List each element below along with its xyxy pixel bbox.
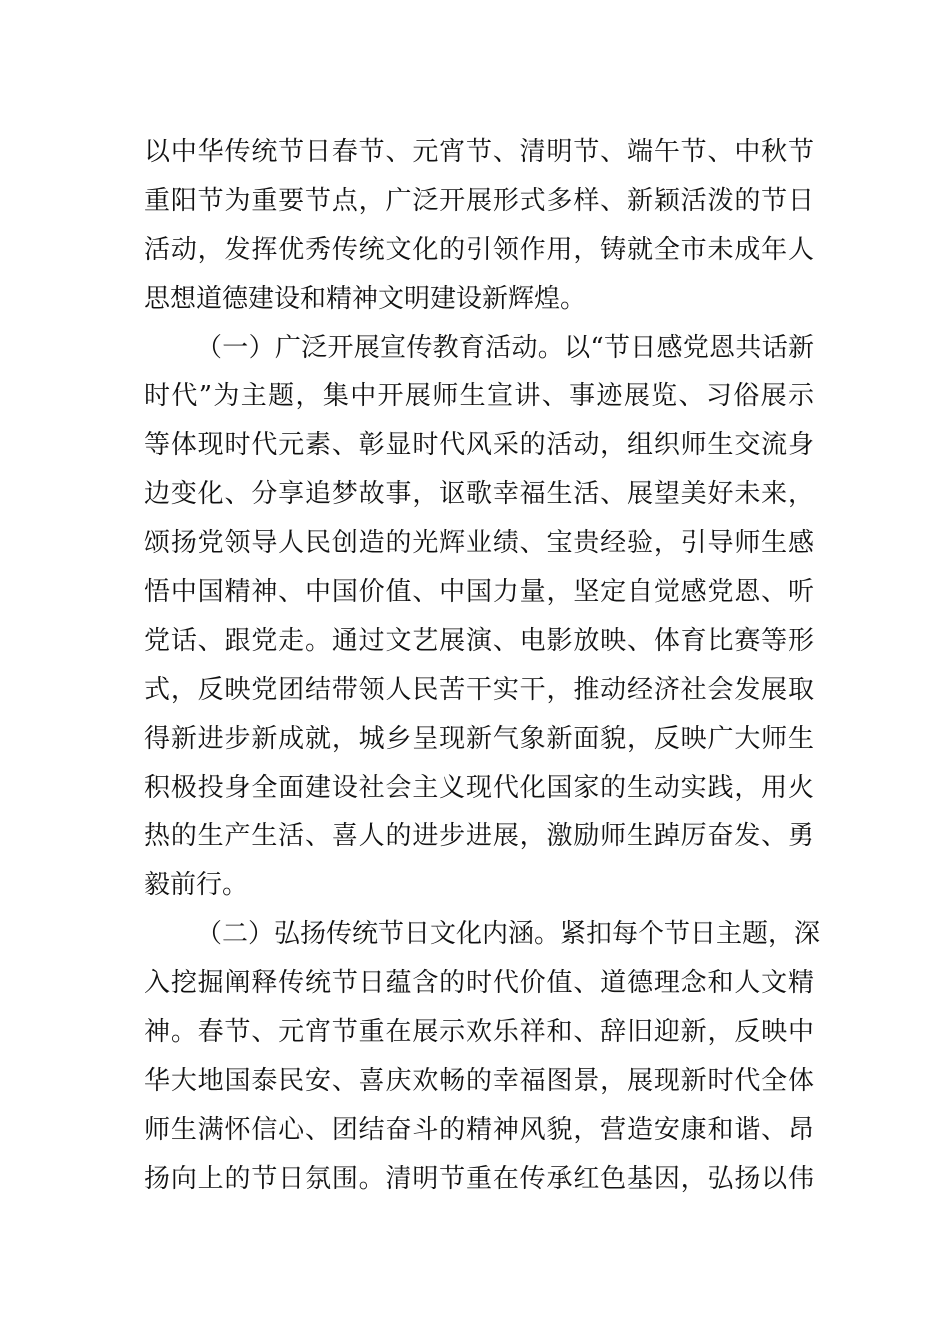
text-line: 活动，发挥优秀传统文化的引领作用，铸就全市未成年人	[144, 234, 814, 265]
text-line: 颂扬党领导人民创造的光辉业绩、宝贵经验，引导师生感	[144, 528, 814, 559]
text-line: 等体现时代元素、彰显时代风采的活动，组织师生交流身	[144, 430, 814, 461]
text-line: 党话、跟党走。通过文艺展演、电影放映、体育比赛等形	[144, 625, 814, 656]
text-line: 毅前行。	[144, 870, 249, 901]
text-line: 师生满怀信心、团结奋斗的精神风貌，营造安康和谐、昂	[144, 1114, 814, 1145]
text-line: 入挖掘阐释传统节日蕴含的时代价值、道德理念和人文精	[144, 968, 814, 999]
text-line: 扬向上的节日氛围。清明节重在传承红色基因，弘扬以伟	[144, 1163, 814, 1194]
section-heading-line: （二）弘扬传统节日文化内涵。紧扣每个节日主题，深	[196, 919, 821, 950]
text-line: 时代”为主题，集中开展师生宣讲、事迹展览、习俗展示	[144, 381, 814, 412]
text-line: 悟中国精神、中国价值、中国力量，坚定自觉感党恩、听	[144, 577, 814, 608]
text-line: 式，反映党团结带领人民苦干实干，推动经济社会发展取	[144, 674, 814, 705]
body-text	[144, 128, 821, 1204]
text-line: 神。春节、元宵节重在展示欢乐祥和、辞旧迎新，反映中	[144, 1017, 814, 1048]
text-line: 积极投身全面建设社会主义现代化国家的生动实践，用火	[144, 772, 814, 803]
text-line: 华大地国泰民安、喜庆欢畅的幸福图景，展现新时代全体	[144, 1065, 814, 1096]
text-line: 以中华传统节日春节、元宵节、清明节、端午节、中秋节	[144, 137, 814, 167]
text-line: 热的生产生活、喜人的进步进展，激励师生踔厉奋发、勇	[144, 821, 814, 852]
section-heading-line: （一）广泛开展宣传教育活动。以“节日感党恩共话新	[196, 332, 814, 363]
text-line: 思想道德建设和精神文明建设新辉煌。	[144, 283, 587, 314]
text-line: 重阳节为重要节点，广泛开展形式多样、新颖活泼的节日	[144, 185, 814, 216]
text-line: 边变化、分享追梦故事，讴歌幸福生活、展望美好未来，	[144, 479, 814, 510]
text-line: 得新进步新成就，城乡呈现新气象新面貌，反映广大师生	[144, 723, 814, 754]
